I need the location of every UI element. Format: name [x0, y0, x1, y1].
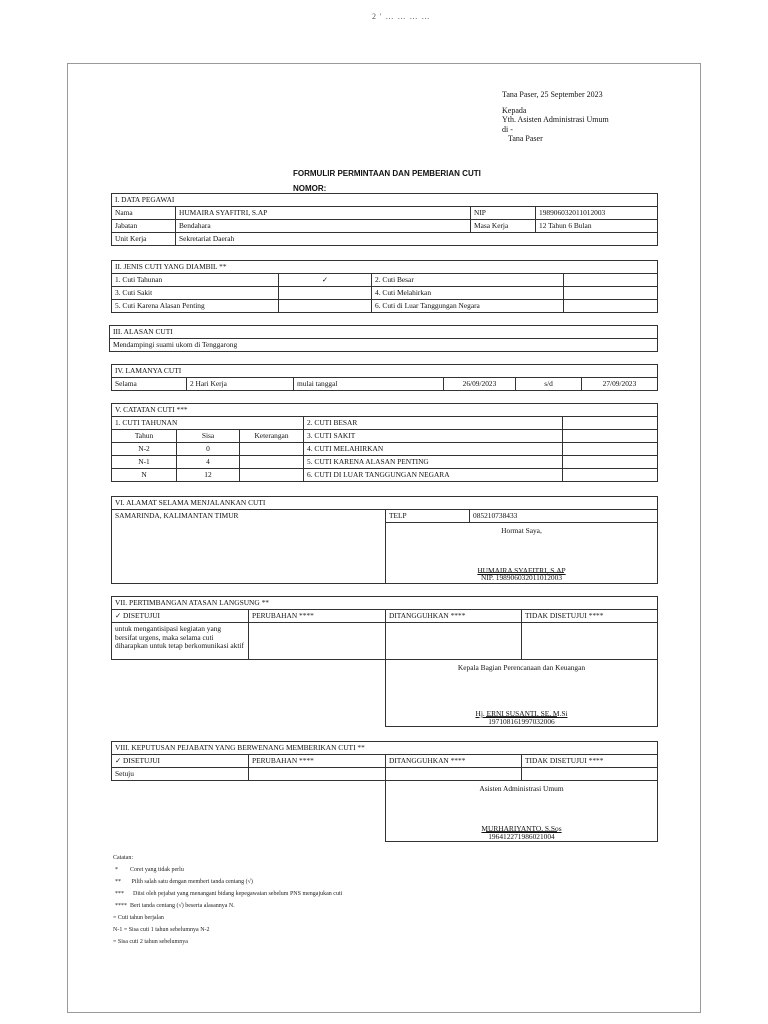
official-signature: [386, 781, 658, 842]
year-cell: N-2: [112, 443, 177, 456]
leave-note-value: [563, 443, 658, 456]
leave-type: 4. Cuti Melahirkan: [372, 287, 564, 300]
leave-note: 5. CUTI KARENA ALASAN PENTING: [304, 456, 563, 469]
check-mark: ✓: [279, 274, 372, 287]
remaining-cell: 12: [177, 469, 240, 482]
table-row: [112, 469, 658, 482]
duration-label: Selama: [112, 378, 187, 391]
check-cell: [564, 300, 658, 313]
check-cell: [564, 287, 658, 300]
section-heading: III. ALASAN CUTI: [110, 326, 658, 339]
footnote: N-1 = Sisa cuti 1 tahun sebelumnya N-2: [113, 927, 210, 933]
leave-note-value: [563, 456, 658, 469]
column-header: Tahun: [112, 430, 177, 443]
year-cell: N: [112, 469, 177, 482]
official-title: Asisten Administrasi Umum: [479, 784, 564, 793]
section-heading: IV. LAMANYA CUTI: [112, 365, 658, 378]
official-name: MURHARIYANTO, S.Sos: [481, 824, 562, 833]
form-number: NOMOR:: [293, 184, 327, 193]
section-heading: II. JENIS CUTI YANG DIAMBIL **: [112, 261, 658, 274]
blank-area: [112, 781, 386, 842]
leave-note: 6. CUTI DI LUAR TANGGUNGAN NEGARA: [304, 469, 563, 482]
field-label: Unit Kerja: [112, 233, 176, 246]
field-label: NIP: [471, 207, 536, 220]
place-date: Tana Paser, 25 September 2023: [502, 90, 603, 99]
check-cell: [564, 274, 658, 287]
table-row: [112, 610, 658, 623]
field-label: Masa Kerja: [471, 220, 536, 233]
leave-type: 3. Cuti Sakit: [112, 287, 279, 300]
employee-tenure: 12 Tahun 6 Bulan: [536, 220, 658, 233]
table-row: [112, 207, 658, 220]
postponed-note: [386, 623, 522, 660]
closing-text: Hormat Saya,: [501, 526, 542, 535]
section-lamanya-cuti: [111, 364, 658, 391]
end-date: 27/09/2023: [582, 378, 658, 391]
applicant-nip: NIP. 198906032011012003: [480, 573, 563, 582]
duration-value: 2 Hari Kerja: [187, 378, 294, 391]
leave-note: 3. CUTI SAKIT: [304, 430, 563, 443]
table-row: [112, 755, 658, 768]
start-date: 26/09/2023: [444, 378, 516, 391]
table-row: [112, 417, 658, 430]
start-label: mulai tanggal: [294, 378, 444, 391]
supervisor-title: Kepala Bagian Perencanaan dan Keuangan: [457, 663, 586, 672]
annual-leave-heading: 1. CUTI TAHUNAN: [112, 417, 304, 430]
section-heading: V. CATATAN CUTI ***: [112, 404, 658, 417]
applicant-signature: [386, 523, 658, 584]
leave-note-value: [563, 417, 658, 430]
employee-name: HUMAIRA SYAFITRI, S.AP: [176, 207, 471, 220]
table-row: [112, 300, 658, 313]
table-row: [112, 378, 658, 391]
table-row: [112, 456, 658, 469]
table-row: [112, 430, 658, 443]
table-row: [112, 287, 658, 300]
section-heading: VIII. KEPUTUSAN PEJABATN YANG BERWENANG MEMBERIKAN CUTI **: [112, 742, 658, 755]
leave-note: 4. CUTI MELAHIRKAN: [304, 443, 563, 456]
leave-reason: Mendampingi suami ukom di Tenggarong: [110, 339, 658, 352]
changed-option: PERUBAHAN ****: [249, 610, 386, 623]
postponed-option: DITANGGUHKAN ****: [386, 755, 522, 768]
remaining-cell: 0: [177, 443, 240, 456]
until-label: s/d: [516, 378, 582, 391]
leave-address: SAMARINDA, KALIMANTAN TIMUR: [112, 510, 386, 584]
remaining-cell: 4: [177, 456, 240, 469]
section-keputusan-pejabat: [111, 741, 658, 842]
table-row: [112, 623, 658, 660]
section-heading: VI. ALAMAT SELAMA MENJALANKAN CUTI: [112, 497, 658, 510]
approved-option: ✓ DISETUJUI: [112, 610, 249, 623]
official-note: Setuju: [112, 768, 249, 781]
postponed-option: DITANGGUHKAN ****: [386, 610, 522, 623]
remark-cell: [240, 443, 304, 456]
supervisor-name: Hj. ERNI SUSANTI, SE, M.Si: [475, 709, 568, 718]
leave-note: 2. CUTI BESAR: [304, 417, 563, 430]
recipient-city: Tana Paser: [508, 134, 543, 143]
section-alamat-cuti: [111, 496, 658, 584]
supervisor-signature: [386, 660, 658, 727]
field-label: Jabatan: [112, 220, 176, 233]
table-row: [112, 510, 658, 523]
column-header: Sisa: [177, 430, 240, 443]
section-data-pegawai: [111, 193, 658, 246]
leave-type: 1. Cuti Tahunan: [112, 274, 279, 287]
leave-type: 6. Cuti di Luar Tanggungan Negara: [372, 300, 564, 313]
section-jenis-cuti: [111, 260, 658, 313]
postponed-note: [386, 768, 522, 781]
notes-label: Catatan:: [113, 855, 133, 861]
rejected-option: TIDAK DISETUJUI ****: [522, 755, 658, 768]
changed-note: [249, 768, 386, 781]
footnote: * Coret yang tidak perlu: [115, 867, 184, 873]
form-title: FORMULIR PERMINTAAN DAN PEMBERIAN CUTI: [293, 169, 481, 178]
footnote: *** Diisi oleh pejabat yang menangani bidang kepegawaian sebelum PNS mengajukan cuti: [115, 891, 343, 897]
table-row: [112, 768, 658, 781]
employee-nip: 198906032011012003: [536, 207, 658, 220]
approved-option: ✓ DISETUJUI: [112, 755, 249, 768]
section-alasan-cuti: [109, 325, 658, 352]
changed-option: PERUBAHAN ****: [249, 755, 386, 768]
section-heading: VII. PERTIMBANGAN ATASAN LANGSUNG **: [112, 597, 658, 610]
leave-note-value: [563, 430, 658, 443]
applicant-name: HUMAIRA SYAFITRI, S.AP: [477, 566, 566, 575]
employee-unit: Sekretariat Daerah: [176, 233, 658, 246]
check-cell: [279, 287, 372, 300]
recipient-di: di -: [502, 124, 513, 134]
footnote: **** Beri tanda centang (√) beserta alasannya N.: [115, 903, 235, 909]
section-heading: I. DATA PEGAWAI: [112, 194, 658, 207]
leave-type: 2. Cuti Besar: [372, 274, 564, 287]
rejected-option: TIDAK DISETUJUI ****: [522, 610, 658, 623]
phone-label: TELP: [386, 510, 470, 523]
footnote: = Cuti tahun berjalan: [113, 915, 164, 921]
official-nip: 196412271986021004: [488, 832, 555, 841]
section-catatan-cuti: [111, 403, 658, 482]
page-header-mark: 2 ' … … … …: [372, 12, 431, 21]
supervisor-nip: 197108161997032006: [488, 717, 555, 726]
letter-header: [502, 90, 609, 144]
section-pertimbangan-atasan: [111, 596, 658, 727]
year-cell: N-1: [112, 456, 177, 469]
table-row: [112, 220, 658, 233]
column-header: Keterangan: [240, 430, 304, 443]
field-label: Nama: [112, 207, 176, 220]
check-cell: [279, 300, 372, 313]
table-row: [112, 274, 658, 287]
changed-note: [249, 623, 386, 660]
recipient: Yth. Asisten Administrasi Umum: [502, 115, 609, 124]
kepada-label: Kepada: [502, 105, 527, 115]
footnote: ** Pilih salah satu dengan memberi tanda centang (√): [115, 879, 253, 885]
employee-position: Bendahara: [176, 220, 471, 233]
table-row: [112, 443, 658, 456]
leave-note-value: [563, 469, 658, 482]
remark-cell: [240, 469, 304, 482]
remark-cell: [240, 456, 304, 469]
footnote: = Sisa cuti 2 tahun sebelumnya: [113, 939, 188, 945]
phone-number: 085210738433: [470, 510, 658, 523]
rejected-note: [522, 768, 658, 781]
supervisor-note: untuk mengantisipasi kegiatan yang bersifat urgens, maka selama cuti diharapkan untuk tetap berkomunikasi aktif: [112, 623, 249, 660]
table-row: [112, 233, 658, 246]
blank-area: [112, 660, 386, 727]
footnotes: [113, 855, 342, 951]
leave-type: 5. Cuti Karena Alasan Penting: [112, 300, 279, 313]
rejected-note: [522, 623, 658, 660]
